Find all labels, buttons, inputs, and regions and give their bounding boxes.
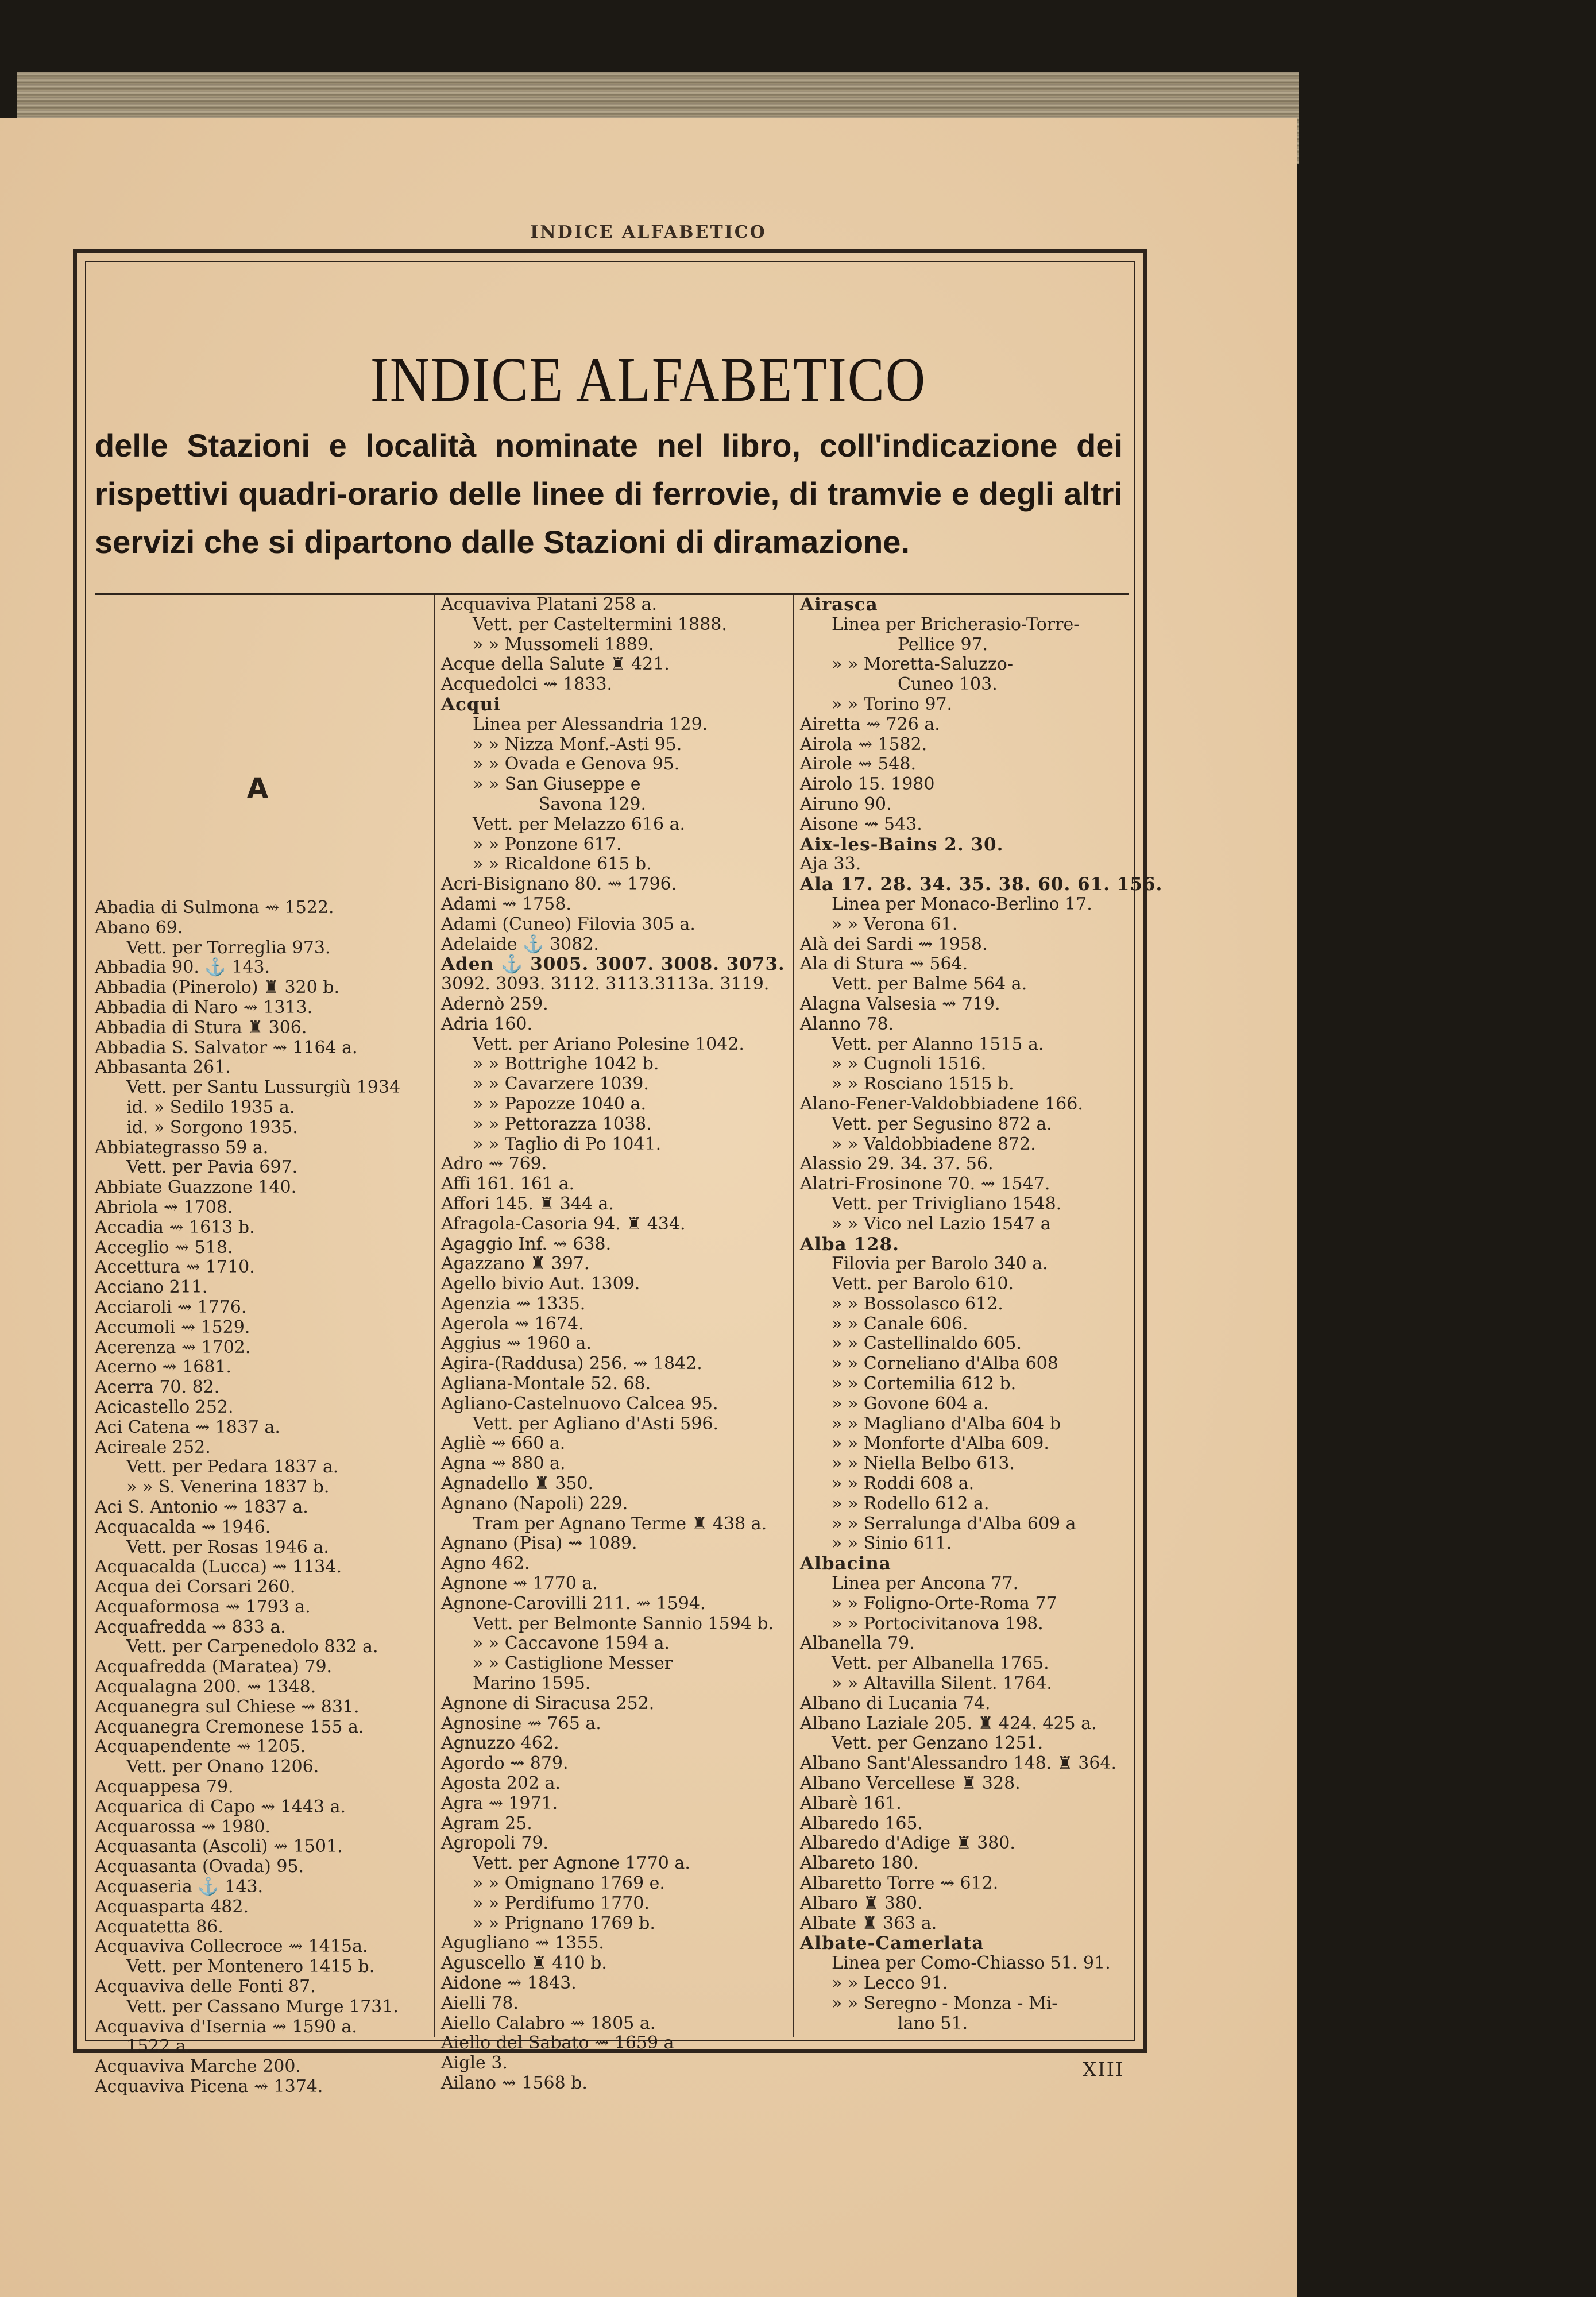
column-divider	[793, 595, 794, 2037]
index-entry: » » Caccavone 1594 a.	[473, 1633, 670, 1654]
index-entry: Accettura ⇝ 1710.	[95, 1257, 255, 1278]
index-entry: Adria 160.	[441, 1014, 533, 1034]
index-entry: Ala di Stura ⇝ 564.	[800, 954, 968, 975]
index-entry: Linea per Ancona 77.	[832, 1573, 1019, 1594]
index-entry: Accadia ⇝ 1613 b.	[95, 1217, 255, 1238]
index-entry: Agra ⇝ 1971.	[441, 1793, 558, 1813]
index-entry: Acquasanta (Ascoli) ⇝ 1501.	[95, 1836, 343, 1857]
index-entry: id. » Sorgono 1935.	[126, 1117, 298, 1138]
index-entry: Vett. per Albanella 1765.	[832, 1653, 1049, 1674]
index-entry: Airolo 15. 1980	[800, 774, 935, 795]
index-entry: » » Cortemilia 612 b.	[832, 1374, 1017, 1394]
index-entry: Agosta 202 a.	[441, 1773, 561, 1794]
index-entry: Affori 145. ♜ 344 a.	[441, 1193, 614, 1214]
index-entry: Vett. per Rosas 1946 a.	[126, 1537, 329, 1557]
index-entry: lano 51.	[898, 2013, 968, 2033]
index-entry: Acquasanta (Ovada) 95.	[95, 1857, 304, 1877]
index-entry: Abadia di Sulmona ⇝ 1522.	[95, 898, 334, 918]
index-entry: Alassio 29. 34. 37. 56.	[800, 1154, 994, 1174]
index-entry: Acquaviva Collecroce ⇝ 1415a.	[95, 1936, 368, 1957]
index-entry: » » Ovada e Genova 95.	[473, 754, 680, 775]
index-entry: Agira-(Raddusa) 256. ⇝ 1842.	[441, 1354, 702, 1374]
index-entry: Adro ⇝ 769.	[441, 1154, 547, 1174]
index-entry: Abbadia 90. ⚓ 143.	[95, 957, 270, 978]
index-entry: Accumoli ⇝ 1529.	[95, 1317, 250, 1337]
index-entry: Acquedolci ⇝ 1833.	[441, 674, 613, 695]
index-entry: Acquatetta 86.	[95, 1916, 223, 1937]
index-entry: » » Magliano d'Alba 604 b	[832, 1413, 1061, 1434]
index-entry: Agliano-Castelnuovo Calcea 95.	[441, 1393, 718, 1414]
index-entry: » » Altavilla Silent. 1764.	[832, 1673, 1052, 1694]
index-entry: » » Bottrighe 1042 b.	[473, 1054, 659, 1074]
index-entry: Agerola ⇝ 1674.	[441, 1313, 584, 1334]
index-entry: Abbadia S. Salvator ⇝ 1164 a.	[95, 1037, 358, 1058]
index-entry: Agazzano ♜ 397.	[441, 1254, 590, 1274]
index-entry: Vett. per Onano 1206.	[126, 1757, 319, 1777]
index-entry: Aja 33.	[800, 854, 861, 875]
index-entry: Aielli 78.	[441, 1993, 519, 2013]
index-entry: Abbadia (Pinerolo) ♜ 320 b.	[95, 977, 340, 998]
index-entry: Agnosine ⇝ 765 a.	[441, 1713, 601, 1734]
index-entry: Vett. per Montenero 1415 b.	[126, 1956, 375, 1977]
index-entry: » » Verona 61.	[832, 914, 958, 934]
index-entry: Acerra 70. 82.	[95, 1377, 220, 1398]
index-entry: Albaredo d'Adige ♜ 380.	[800, 1833, 1015, 1854]
index-entry: 1522 a.	[126, 2036, 192, 2057]
index-entry: Acquafredda (Maratea) 79.	[95, 1657, 333, 1677]
index-entry: Linea per Como-Chiasso 51. 91.	[832, 1953, 1111, 1974]
index-entry: Alagna Valsesia ⇝ 719.	[800, 993, 1000, 1014]
index-entry: Albano Sant'Alessandro 148. ♜ 364.	[800, 1753, 1117, 1774]
index-entry: Linea per Alessandria 129.	[473, 714, 708, 734]
index-entry: Acciaroli ⇝ 1776.	[95, 1297, 247, 1317]
index-entry: » » Vico nel Lazio 1547 a	[832, 1213, 1051, 1234]
section-letter: A	[247, 772, 269, 805]
index-entry: Acquaviva Picena ⇝ 1374.	[95, 2076, 323, 2097]
index-entry: Acciano 211.	[95, 1277, 208, 1298]
index-entry: » » Corneliano d'Alba 608	[832, 1354, 1058, 1374]
index-entry: id. » Sedilo 1935 a.	[126, 1097, 295, 1117]
index-entry: Linea per Bricherasio-Torre-	[832, 614, 1080, 635]
index-entry: » » Valdobbiadene 872.	[832, 1134, 1036, 1154]
index-entry: Acri-Bisignano 80. ⇝ 1796.	[441, 874, 677, 895]
index-entry: » » Govone 604 a.	[832, 1393, 989, 1414]
index-entry: » » Niella Belbo 613.	[832, 1453, 1015, 1474]
index-column-1	[95, 898, 400, 2097]
index-entry: Acquarica di Capo ⇝ 1443 a.	[95, 1796, 346, 1817]
index-entry: Abbiate Guazzone 140.	[95, 1177, 297, 1198]
index-entry: Acquappesa 79.	[95, 1777, 234, 1797]
index-entry: Albarè 161.	[800, 1793, 902, 1813]
index-entry: Linea per Monaco-Berlino 17.	[832, 894, 1092, 914]
index-entry: Acquaviva Platani 258 a.	[441, 594, 658, 614]
index-entry: Acquanegra Cremonese 155 a.	[95, 1716, 364, 1737]
index-entry: Abbadia di Stura ♜ 306.	[95, 1017, 307, 1038]
index-heading: Airasca	[800, 594, 878, 615]
index-entry: Vett. per Agliano d'Asti 596.	[473, 1413, 719, 1434]
index-entry: » » Bossolasco 612.	[832, 1293, 1003, 1314]
index-entry: » » Papozze 1040 a.	[473, 1093, 646, 1114]
index-entry: » » Ponzone 617.	[473, 834, 622, 854]
index-entry: Abbiategrasso 59 a.	[95, 1137, 269, 1158]
index-entry: Agropoli 79.	[441, 1833, 548, 1854]
running-header: INDICE ALFABETICO	[530, 222, 767, 242]
index-entry: Agnuzzo 462.	[441, 1733, 559, 1754]
index-entry: » » Prignano 1769 b.	[473, 1913, 655, 1933]
index-entry: » » Castellinaldo 605.	[832, 1333, 1022, 1354]
index-heading: Albate-Camerlata	[800, 1933, 984, 1954]
index-entry: Savona 129.	[539, 794, 646, 814]
index-entry: Abano 69.	[95, 917, 183, 938]
index-entry: Agello bivio Aut. 1309.	[441, 1274, 640, 1294]
page-number: XIII	[1083, 2058, 1124, 2081]
index-entry: » » Serralunga d'Alba 609 a	[832, 1513, 1076, 1534]
index-entry: » » Taglio di Po 1041.	[473, 1134, 662, 1154]
index-entry: Vett. per Melazzo 616 a.	[473, 814, 686, 834]
index-entry: Acque della Salute ♜ 421.	[441, 654, 670, 675]
index-entry: Acireale 252.	[95, 1437, 211, 1457]
index-entry: Acquaviva Marche 200.	[95, 2056, 301, 2077]
index-entry: » » Lecco 91.	[832, 1973, 948, 1993]
index-entry: Acceglio ⇝ 518.	[95, 1237, 233, 1258]
index-heading: Alba 128.	[800, 1233, 899, 1255]
index-entry: » » Rodello 612 a.	[832, 1493, 990, 1514]
index-entry: Vett. per Cassano Murge 1731.	[126, 1996, 399, 2017]
index-entry: Abbadia di Naro ⇝ 1313.	[95, 997, 313, 1018]
index-entry: Aiello Calabro ⇝ 1805 a.	[441, 2013, 656, 2033]
index-entry: Albano Vercellese ♜ 328.	[800, 1773, 1021, 1794]
index-entry: Alanno 78.	[800, 1014, 894, 1034]
index-entry: Agram 25.	[441, 1813, 532, 1834]
index-entry: Agliè ⇝ 660 a.	[441, 1433, 566, 1454]
index-entry: Adelaide ⚓ 3082.	[441, 934, 599, 954]
index-entry: Acquaviva d'Isernia ⇝ 1590 a.	[95, 2016, 357, 2037]
index-entry: Abbasanta 261.	[95, 1057, 231, 1078]
index-entry: 3092. 3093. 3112. 3113.3113a. 3119.	[441, 974, 770, 995]
index-entry: Acquaseria ⚓ 143.	[95, 1877, 264, 1897]
index-column-3	[800, 595, 1162, 2033]
index-entry: Agnadello ♜ 350.	[441, 1474, 594, 1494]
index-entry: Acquasparta 482.	[95, 1896, 249, 1917]
index-entry: Pellice 97.	[898, 634, 988, 655]
index-entry: » » Omignano 1769 e.	[473, 1873, 665, 1893]
index-entry: » » Ricaldone 615 b.	[473, 854, 652, 875]
index-entry: Vett. per Pavia 697.	[126, 1157, 298, 1178]
index-entry: Albaredo 165.	[800, 1813, 923, 1834]
index-entry: Albate ♜ 363 a.	[800, 1913, 937, 1933]
index-entry: Aiello del Sabato ⇝ 1659 a	[441, 2033, 674, 2054]
index-entry: » » Castiglione Messer	[473, 1653, 673, 1674]
index-heading: Albacina	[800, 1553, 891, 1575]
index-entry: Agliana-Montale 52. 68.	[441, 1374, 651, 1394]
index-entry: Vett. per Belmonte Sannio 1594 b.	[473, 1613, 774, 1634]
index-entry: Acicastello 252.	[95, 1397, 234, 1417]
index-entry: Vett. per Casteltermini 1888.	[473, 614, 727, 635]
index-entry: » » Moretta-Saluzzo-	[832, 654, 1013, 675]
index-entry: Acquapendente ⇝ 1205.	[95, 1737, 306, 1757]
index-entry: Cuneo 103.	[898, 674, 998, 695]
index-entry: Agnone ⇝ 1770 a.	[441, 1573, 598, 1594]
index-entry: Vett. per Alanno 1515 a.	[832, 1034, 1044, 1054]
index-entry: Aisone ⇝ 543.	[800, 814, 922, 834]
index-entry: Albanella 79.	[800, 1633, 915, 1654]
index-entry: Affi 161. 161 a.	[441, 1174, 575, 1194]
index-entry: Alà dei Sardi ⇝ 1958.	[800, 934, 988, 954]
index-entry: Vett. per Genzano 1251.	[832, 1733, 1044, 1754]
index-entry: Adernò 259.	[441, 993, 548, 1014]
index-entry: Vett. per Agnone 1770 a.	[473, 1853, 690, 1874]
index-entry: Acqualagna 200. ⇝ 1348.	[95, 1677, 316, 1697]
index-entry: Albano Laziale 205. ♜ 424. 425 a.	[800, 1713, 1097, 1734]
index-entry: Agenzia ⇝ 1335.	[441, 1293, 586, 1314]
index-entry: » » Pettorazza 1038.	[473, 1113, 652, 1134]
index-entry: Airuno 90.	[800, 794, 892, 814]
index-entry: Aigle 3.	[441, 2053, 508, 2074]
index-entry: Afragola-Casoria 94. ♜ 434.	[441, 1213, 686, 1234]
index-entry: Vett. per Santu Lussurgiù 1934	[126, 1077, 401, 1098]
index-entry: Vett. per Pedara 1837 a.	[126, 1457, 339, 1478]
index-heading: Ala 17. 28. 34. 35. 38. 60. 61. 156.	[800, 874, 1163, 895]
index-entry: Agno 462.	[441, 1553, 530, 1574]
index-entry: Agaggio Inf. ⇝ 638.	[441, 1233, 612, 1254]
index-entry: Adami ⇝ 1758.	[441, 894, 571, 914]
index-entry: » » Sinio 611.	[832, 1533, 952, 1554]
index-entry: Airole ⇝ 548.	[800, 754, 917, 775]
index-entry: » » Monforte d'Alba 609.	[832, 1433, 1049, 1454]
index-entry: Vett. per Segusino 872 a.	[832, 1113, 1052, 1134]
index-entry: Vett. per Balme 564 a.	[832, 974, 1027, 995]
index-entry: » » Portocivitanova 198.	[832, 1613, 1044, 1634]
index-entry: Albaro ♜ 380.	[800, 1893, 923, 1913]
index-entry: » » Cavarzere 1039.	[473, 1074, 649, 1095]
index-entry: Acquarossa ⇝ 1980.	[95, 1816, 271, 1837]
index-entry: Agnone di Siracusa 252.	[441, 1693, 655, 1714]
index-entry: » » Seregno - Monza - Mi-	[832, 1993, 1058, 2013]
index-entry: Abriola ⇝ 1708.	[95, 1197, 233, 1217]
index-entry: » » Cugnoli 1516.	[832, 1054, 987, 1074]
index-entry: Airola ⇝ 1582.	[800, 734, 928, 755]
index-entry: Vett. per Carpenedolo 832 a.	[126, 1637, 378, 1657]
index-entry: Acquafredda ⇝ 833 a.	[95, 1617, 286, 1637]
index-heading: Acqui	[441, 694, 501, 715]
index-entry: Ailano ⇝ 1568 b.	[441, 2072, 588, 2093]
index-entry: Agnano (Pisa) ⇝ 1089.	[441, 1533, 637, 1554]
index-entry: Vett. per Torreglia 973.	[126, 937, 331, 958]
index-entry: » » S. Venerina 1837 b.	[126, 1477, 330, 1498]
index-entry: » » Perdifumo 1770.	[473, 1893, 650, 1913]
index-entry: » » Canale 606.	[832, 1313, 968, 1334]
index-entry: Aidone ⇝ 1843.	[441, 1973, 577, 1993]
index-entry: Vett. per Ariano Polesine 1042.	[473, 1034, 744, 1054]
index-entry: Alatri-Frosinone 70. ⇝ 1547.	[800, 1174, 1050, 1194]
index-column-2	[441, 595, 785, 2094]
index-entry: Albano di Lucania 74.	[800, 1693, 991, 1714]
index-entry: Vett. per Trivigliano 1548.	[832, 1193, 1062, 1214]
index-title: INDICE ALFABETICO	[370, 344, 927, 415]
index-entry: » » San Giuseppe e	[473, 774, 641, 795]
index-entry: » » Torino 97.	[832, 694, 953, 714]
index-entry: Acqua dei Corsari 260.	[95, 1577, 296, 1598]
index-entry: Acerenza ⇝ 1702.	[95, 1337, 251, 1358]
index-heading: Aix-les-Bains 2. 30.	[800, 834, 1004, 855]
index-entry: Tram per Agnano Terme ♜ 438 a.	[473, 1513, 767, 1534]
index-subtitle: delle Stazioni e località nominate nel libro, coll'indicazione dei rispettivi quadri-orario delle linee di ferrovie, di tramvie e degli altri servizi che si dipartono dalle Stazioni di diramazione.	[95, 427, 1123, 560]
index-entry: Albaretto Torre ⇝ 612.	[800, 1873, 999, 1893]
index-entry: Alano-Fener-Valdobbiadene 166.	[800, 1093, 1083, 1114]
index-entry: Acquaviva delle Fonti 87.	[95, 1977, 316, 1997]
index-entry: Aguscello ♜ 410 b.	[441, 1953, 607, 1974]
index-entry: Agnano (Napoli) 229.	[441, 1493, 628, 1514]
index-entry: Marino 1595.	[473, 1673, 591, 1694]
index-entry: Acquanegra sul Chiese ⇝ 831.	[95, 1696, 360, 1717]
index-entry: » » Nizza Monf.-Asti 95.	[473, 734, 682, 755]
index-entry: Agna ⇝ 880 a.	[441, 1453, 566, 1474]
index-entry: Filovia per Barolo 340 a.	[832, 1254, 1048, 1274]
index-heading: Aden ⚓ 3005. 3007. 3008. 3073.	[441, 954, 785, 975]
index-entry: Aggius ⇝ 1960 a.	[441, 1333, 592, 1354]
column-divider	[434, 595, 435, 2037]
index-entry: Agugliano ⇝ 1355.	[441, 1933, 604, 1954]
index-entry: Aci S. Antonio ⇝ 1837 a.	[95, 1496, 308, 1517]
index-entry: » » Mussomeli 1889.	[473, 634, 654, 655]
index-entry: Acquacalda ⇝ 1946.	[95, 1517, 271, 1537]
index-entry: Aci Catena ⇝ 1837 a.	[95, 1417, 280, 1437]
index-entry: Adami (Cuneo) Filovia 305 a.	[441, 914, 695, 934]
index-entry: Airetta ⇝ 726 a.	[800, 714, 940, 734]
index-entry: Acquaformosa ⇝ 1793 a.	[95, 1596, 311, 1617]
index-entry: » » Rosciano 1515 b.	[832, 1074, 1014, 1095]
index-entry: Vett. per Barolo 610.	[832, 1274, 1014, 1294]
index-entry: Agnone-Carovilli 211. ⇝ 1594.	[441, 1593, 706, 1614]
index-entry: Acquacalda (Lucca) ⇝ 1134.	[95, 1557, 342, 1577]
index-entry: » » Foligno-Orte-Roma 77	[832, 1593, 1057, 1614]
index-entry: Acerno ⇝ 1681.	[95, 1357, 232, 1378]
index-entry: Agordo ⇝ 879.	[441, 1753, 569, 1774]
index-entry: » » Roddi 608 a.	[832, 1474, 975, 1494]
index-entry: Albareto 180.	[800, 1853, 919, 1874]
